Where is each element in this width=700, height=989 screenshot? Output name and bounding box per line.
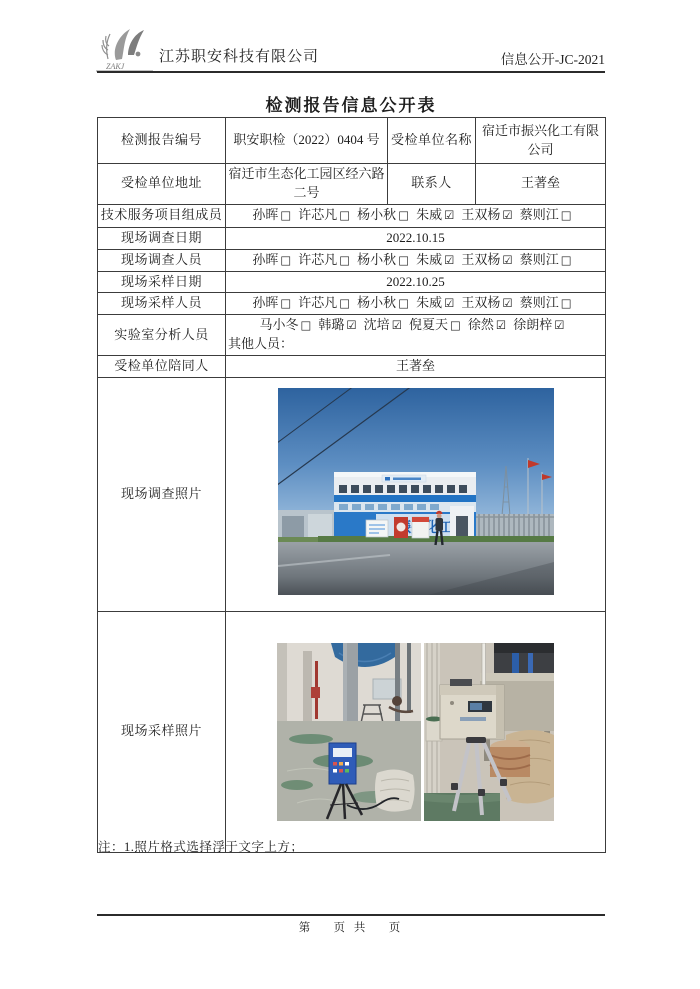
checkbox-unchecked-icon: □ bbox=[398, 296, 410, 311]
team-members bbox=[226, 204, 606, 227]
sampling-photo-cell bbox=[226, 611, 606, 852]
checkbox-unchecked-icon: □ bbox=[339, 296, 351, 311]
member-unchecked bbox=[357, 207, 409, 222]
sampling-date-value: 2022.10.25 bbox=[226, 271, 606, 293]
logo-text: ZAKJ bbox=[106, 62, 125, 71]
contact-label: 联系人 bbox=[388, 164, 476, 205]
sampler-device-icon bbox=[329, 743, 356, 784]
checkbox-checked-icon: ☑ bbox=[444, 296, 455, 311]
member-name: 孙晖 bbox=[252, 295, 279, 311]
member-checked bbox=[461, 207, 512, 222]
member-checked bbox=[318, 317, 356, 332]
member-name: 沈培 bbox=[363, 317, 390, 333]
member-name: 蔡则江 bbox=[519, 295, 559, 311]
member-name: 杨小秋 bbox=[357, 251, 397, 267]
member-unchecked bbox=[520, 207, 572, 222]
member-name: 许芯凡 bbox=[298, 251, 338, 267]
sign-boards-icon bbox=[366, 517, 429, 538]
member-name: 许芯凡 bbox=[298, 295, 338, 311]
member-name: 杨小秋 bbox=[357, 295, 397, 311]
checkbox-unchecked-icon: □ bbox=[560, 208, 572, 223]
member-name: 蔡则江 bbox=[519, 207, 559, 223]
member-name: 韩璐 bbox=[318, 317, 345, 333]
unit-addr-value: 宿迁市生态化工园区经六路二号 bbox=[226, 164, 388, 205]
member-name: 王双杨 bbox=[461, 295, 501, 311]
member-name: 倪夏天 bbox=[409, 317, 449, 333]
member-name: 王双杨 bbox=[461, 251, 501, 267]
member-unchecked bbox=[409, 317, 461, 332]
companion-label: 受检单位陪同人 bbox=[98, 355, 226, 377]
member-name: 朱威 bbox=[416, 295, 443, 311]
disclosure-table bbox=[97, 117, 606, 853]
table-row bbox=[98, 164, 606, 205]
survey-staff-label: 现场调查人员 bbox=[98, 249, 226, 271]
checkbox-unchecked-icon: □ bbox=[280, 208, 292, 223]
contact-value: 王著垒 bbox=[476, 164, 606, 205]
document-code: 信息公开-JC-2021 bbox=[500, 52, 605, 67]
table-row bbox=[98, 611, 606, 852]
sampling-photo-pair bbox=[277, 644, 554, 659]
sampler-device-icon bbox=[440, 679, 504, 739]
member-name: 王双杨 bbox=[461, 207, 501, 223]
lab-staff-label: 实验室分析人员 bbox=[98, 315, 226, 356]
companion-value: 王著垒 bbox=[226, 355, 606, 377]
checkbox-checked-icon: ☑ bbox=[502, 252, 513, 267]
member-unchecked bbox=[252, 252, 291, 267]
checkbox-checked-icon: ☑ bbox=[495, 318, 507, 333]
table-row bbox=[98, 118, 606, 164]
checkbox-unchecked-icon: □ bbox=[339, 208, 351, 223]
table-row bbox=[98, 227, 606, 249]
survey-date-label: 现场调查日期 bbox=[98, 227, 226, 249]
member-checked bbox=[416, 252, 454, 267]
member-name: 蔡则江 bbox=[519, 251, 559, 267]
member-unchecked bbox=[357, 252, 409, 267]
checkbox-checked-icon: ☑ bbox=[444, 252, 455, 267]
page-title: 检测报告信息公开表 bbox=[265, 96, 437, 115]
footnote: 注：1.照片格式选择浮于文字上方； bbox=[98, 840, 304, 854]
member-checked bbox=[416, 207, 454, 222]
sampling-date-label: 现场采样日期 bbox=[98, 271, 226, 293]
checkbox-unchecked-icon: □ bbox=[339, 252, 351, 267]
member-name: 孙晖 bbox=[252, 251, 279, 267]
report-no-label: 检测报告编号 bbox=[98, 118, 226, 164]
member-checked bbox=[461, 295, 512, 310]
lab-staff-cell bbox=[226, 315, 606, 356]
checkbox-unchecked-icon: □ bbox=[398, 252, 410, 267]
member-name: 马小冬 bbox=[259, 317, 299, 333]
survey-photo-cell bbox=[226, 377, 606, 611]
unit-addr-label: 受检单位地址 bbox=[98, 164, 226, 205]
checkbox-checked-icon: ☑ bbox=[502, 208, 513, 223]
page-number-text: 第 页 共 页 bbox=[298, 922, 404, 934]
checkbox-unchecked-icon: □ bbox=[300, 318, 312, 333]
table-row bbox=[98, 271, 606, 293]
checkbox-unchecked-icon: □ bbox=[280, 252, 292, 267]
member-name: 朱威 bbox=[416, 251, 443, 267]
table-row bbox=[98, 249, 606, 271]
survey-staff-members bbox=[226, 249, 606, 271]
member-checked bbox=[364, 317, 402, 332]
member-checked bbox=[461, 252, 512, 267]
checkbox-checked-icon: ☑ bbox=[346, 318, 357, 333]
sampling-photo-right bbox=[424, 643, 554, 821]
checkbox-unchecked-icon: □ bbox=[280, 296, 292, 311]
table-row bbox=[98, 315, 606, 356]
member-name: 杨小秋 bbox=[357, 207, 397, 223]
table-row bbox=[98, 204, 606, 227]
checkbox-unchecked-icon: □ bbox=[398, 208, 410, 223]
lab-staff-members bbox=[228, 316, 603, 335]
checkbox-checked-icon: ☑ bbox=[444, 208, 455, 223]
team-label: 技术服务项目组成员 bbox=[98, 204, 226, 227]
member-name: 孙晖 bbox=[252, 207, 279, 223]
footer-divider bbox=[97, 914, 605, 916]
sampling-staff-label: 现场采样人员 bbox=[98, 293, 226, 315]
survey-photo-label: 现场调查照片 bbox=[98, 377, 226, 611]
sampling-staff-members bbox=[226, 293, 606, 315]
member-unchecked bbox=[357, 295, 409, 310]
unit-name-label: 受检单位名称 bbox=[388, 118, 476, 164]
member-name: 朱威 bbox=[416, 207, 443, 223]
sampling-photo-left bbox=[277, 643, 421, 821]
member-unchecked bbox=[259, 317, 311, 332]
checkbox-unchecked-icon: □ bbox=[450, 318, 461, 333]
checkbox-checked-icon: ☑ bbox=[554, 318, 565, 333]
report-no-value: 职安职检（2022）0404 号 bbox=[226, 118, 388, 164]
sampling-photo-label: 现场采样照片 bbox=[98, 611, 226, 852]
member-unchecked bbox=[298, 207, 350, 222]
table-row bbox=[98, 377, 606, 611]
header-divider bbox=[97, 71, 605, 73]
member-unchecked bbox=[252, 295, 291, 310]
member-name: 许芯凡 bbox=[298, 207, 338, 223]
member-unchecked bbox=[520, 252, 572, 267]
checkbox-checked-icon: ☑ bbox=[391, 318, 402, 333]
company-name: 江苏职安科技有限公司 bbox=[159, 49, 320, 65]
table-row bbox=[98, 293, 606, 315]
table-row bbox=[98, 355, 606, 377]
member-checked bbox=[468, 317, 506, 332]
unit-name-value: 宿迁市振兴化工有限公司 bbox=[476, 118, 606, 164]
member-unchecked bbox=[252, 207, 291, 222]
lab-others-label: 其他人员： bbox=[228, 336, 294, 352]
member-name: 徐朗梓 bbox=[513, 317, 553, 333]
survey-photo bbox=[278, 388, 554, 595]
checkbox-unchecked-icon: □ bbox=[560, 296, 572, 311]
survey-date-value: 2022.10.15 bbox=[226, 227, 606, 249]
member-checked bbox=[416, 295, 454, 310]
member-name: 徐然 bbox=[467, 317, 494, 333]
member-unchecked bbox=[298, 252, 350, 267]
member-unchecked bbox=[298, 295, 350, 310]
member-checked bbox=[513, 317, 564, 332]
member-unchecked bbox=[520, 295, 572, 310]
checkbox-unchecked-icon: □ bbox=[560, 252, 572, 267]
checkbox-checked-icon: ☑ bbox=[502, 296, 513, 311]
